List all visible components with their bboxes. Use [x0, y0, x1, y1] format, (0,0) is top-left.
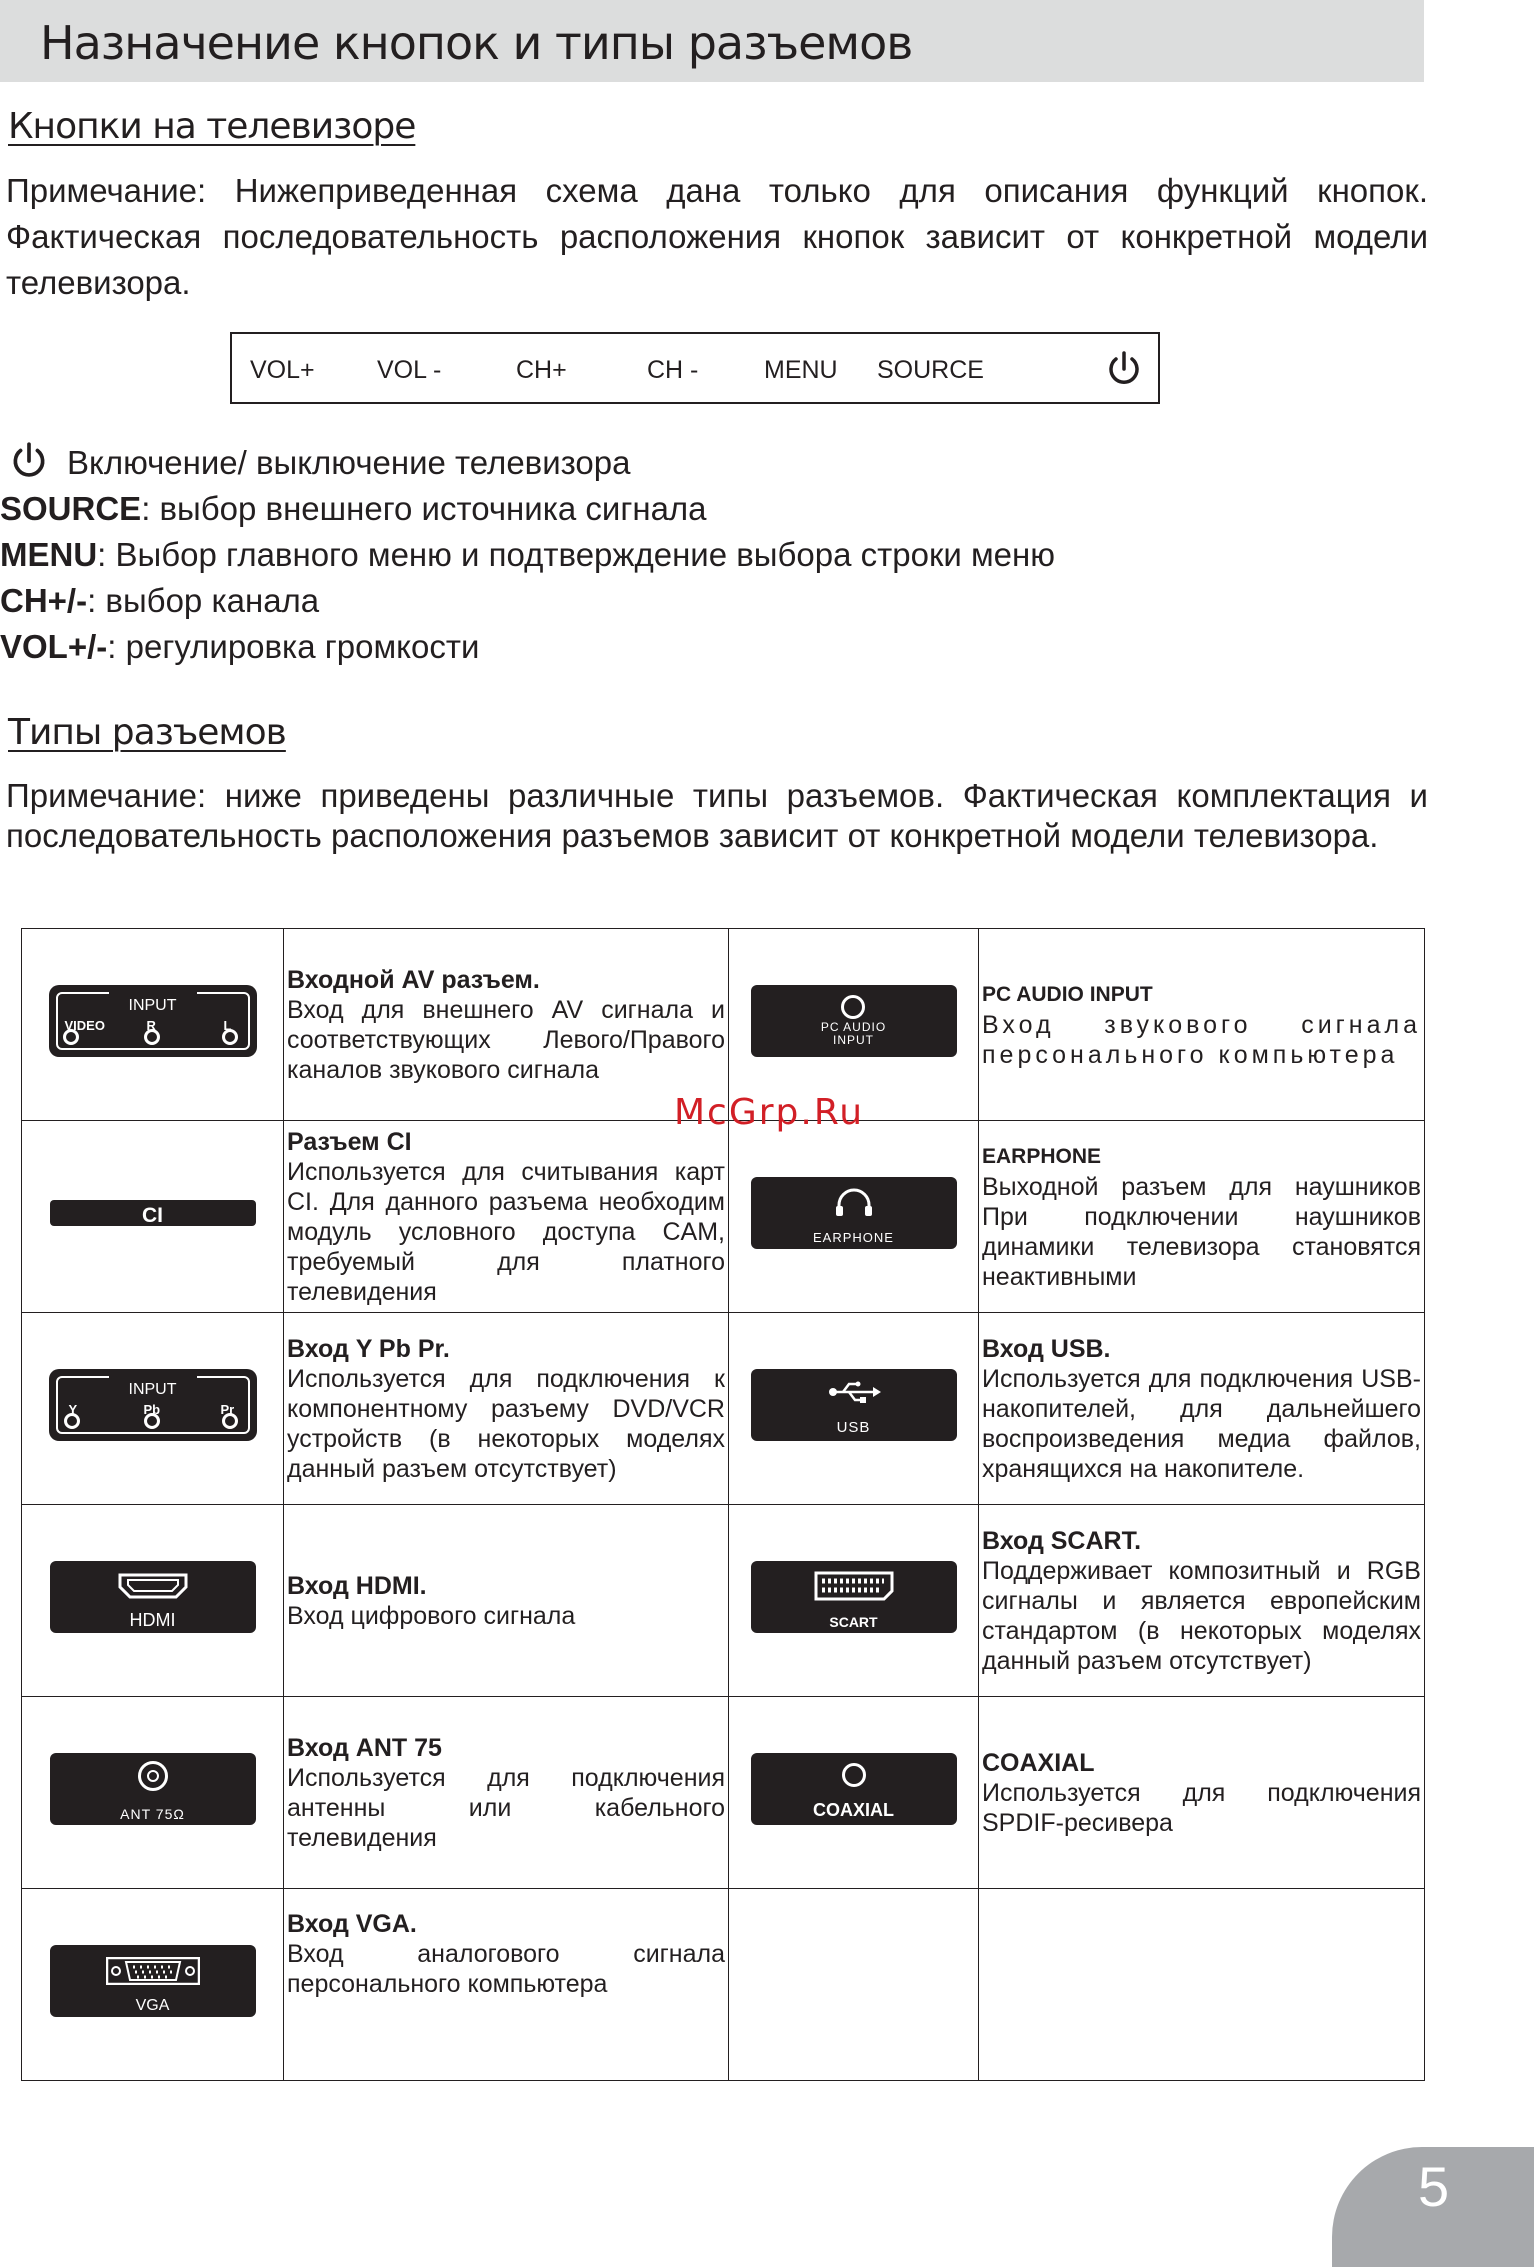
table-row [22, 1697, 1425, 1889]
connector-description: Вход цифрового сигнала [287, 1601, 576, 1630]
legend-menu: MENU: Выбор главного меню и подтверждение выбора строки меню [0, 536, 1056, 573]
connector-title: COAXIAL [982, 1748, 1095, 1777]
coaxial-port-icon: COAXIAL [751, 1753, 957, 1825]
legend-power: Включение/ выключение телевизора [67, 444, 631, 481]
strip-label-menu: MENU [764, 356, 838, 384]
av-input-port-icon: INPUT VIDEO R L [49, 985, 257, 1057]
connector-description: Вход для внешнего AV сигнала и соответствующих Левого/Правого каналов звукового сигнала [287, 995, 725, 1084]
table-row [22, 1889, 1425, 2081]
vga-connector-icon [106, 1957, 200, 1985]
connector-title: EARPHONE [982, 1144, 1102, 1168]
hdmi-connector-icon [118, 1573, 188, 1599]
connector-description: Используется для подключения антенны или кабельного телевидения [287, 1763, 725, 1852]
strip-label-source: SOURCE [877, 356, 984, 384]
vga-port-icon: VGA [50, 1945, 256, 2017]
headphones-icon [833, 1187, 875, 1217]
tv-button-strip [230, 332, 1160, 404]
connector-description: Используется для подключения к компонентному разъему DVD/VCR устройств (в некоторых моделях данный разъем отсутствует) [287, 1364, 725, 1483]
connector-title: Разъем CI [287, 1127, 412, 1156]
strip-label-vol-plus: VOL+ [250, 356, 315, 384]
connector-description: Используется для подключения USB-накопителей, для дальнейшего воспроизведения медиа файлов, хранящихся на накопителе. [982, 1364, 1421, 1483]
table-row [22, 1313, 1425, 1505]
connector-title: Вход Y Pb Pr. [287, 1334, 450, 1363]
buttons-heading: Кнопки на телевизоре [8, 106, 416, 147]
ypbpr-port-icon: INPUT Y Pb Pr [49, 1369, 257, 1441]
connector-description: Вход аналогового сигнала персонального компьютера [287, 1940, 725, 1998]
legend-vol: VOL+/-: регулировка громкости [0, 628, 480, 665]
connector-description: Вход звукового сигнала персонального компьютера [982, 1010, 1421, 1069]
scart-connector-icon [814, 1571, 894, 1601]
table-row [22, 1505, 1425, 1697]
power-legend-icon [8, 440, 50, 482]
connector-title: Вход VGA. [287, 1910, 417, 1938]
ant-port-icon: ANT 75Ω [50, 1753, 256, 1825]
connector-description: Используется для считывания карт CI. Для данного разъема необходим модуль условного доступа CAM, требуемый для платного телевидения [287, 1157, 725, 1306]
strip-label-ch-minus: CH - [647, 356, 699, 384]
pc-audio-port-icon: PC AUDIO INPUT [751, 985, 957, 1057]
earphone-port-icon: EARPHONE [751, 1177, 957, 1249]
watermark: McGrp.Ru [674, 1092, 865, 1133]
connector-title: PC AUDIO INPUT [982, 982, 1153, 1006]
connectors-heading: Типы разъемов [8, 712, 286, 753]
page-number: 5 [1418, 2155, 1450, 2218]
connectors-note: Примечание: ниже приведены различные типы разъемов. Фактическая комплектация и последовательность расположения разъемов зависит от конкретной модели телевизора. [6, 777, 1428, 854]
connector-title: Вход USB. [982, 1334, 1111, 1363]
legend-ch: CH+/-: выбор канала [0, 582, 320, 619]
usb-icon [827, 1381, 881, 1403]
power-icon [1104, 349, 1144, 389]
connector-title: Вход SCART. [982, 1526, 1142, 1555]
connector-description: Поддерживает композитный и RGB сигналы и является европейским стандартом (в некоторых моделях данный разъем отсутствует) [982, 1556, 1421, 1675]
page-title: Назначение кнопок и типы разъемов [40, 16, 913, 70]
buttons-note: Примечание: Нижеприведенная схема дана только для описания функций кнопок. Фактическая последовательность расположения кнопок зависит от конкретной модели телевизора. [6, 172, 1428, 301]
strip-label-vol-minus: VOL - [377, 356, 442, 384]
ci-slot-icon: CI [50, 1200, 256, 1226]
hdmi-port-icon: HDMI [50, 1561, 256, 1633]
title-bar [0, 0, 1424, 82]
table-row [22, 1121, 1425, 1313]
strip-label-ch-plus: CH+ [516, 356, 567, 384]
legend-source: SOURCE: выбор внешнего источника сигнала [0, 490, 707, 527]
connector-description: Выходной разъем для наушников При подключении наушников динамики телевизора становятся неактивными [982, 1172, 1421, 1291]
connector-title: Вход HDMI. [287, 1571, 427, 1600]
connector-title: Вход ANT 75 [287, 1733, 442, 1762]
connector-title: Входной AV разъем. [287, 965, 540, 994]
connector-description: Используется для подключения SPDIF-ресивера [982, 1778, 1421, 1837]
usb-port-icon: USB [751, 1369, 957, 1441]
scart-port-icon: SCART [751, 1561, 957, 1633]
